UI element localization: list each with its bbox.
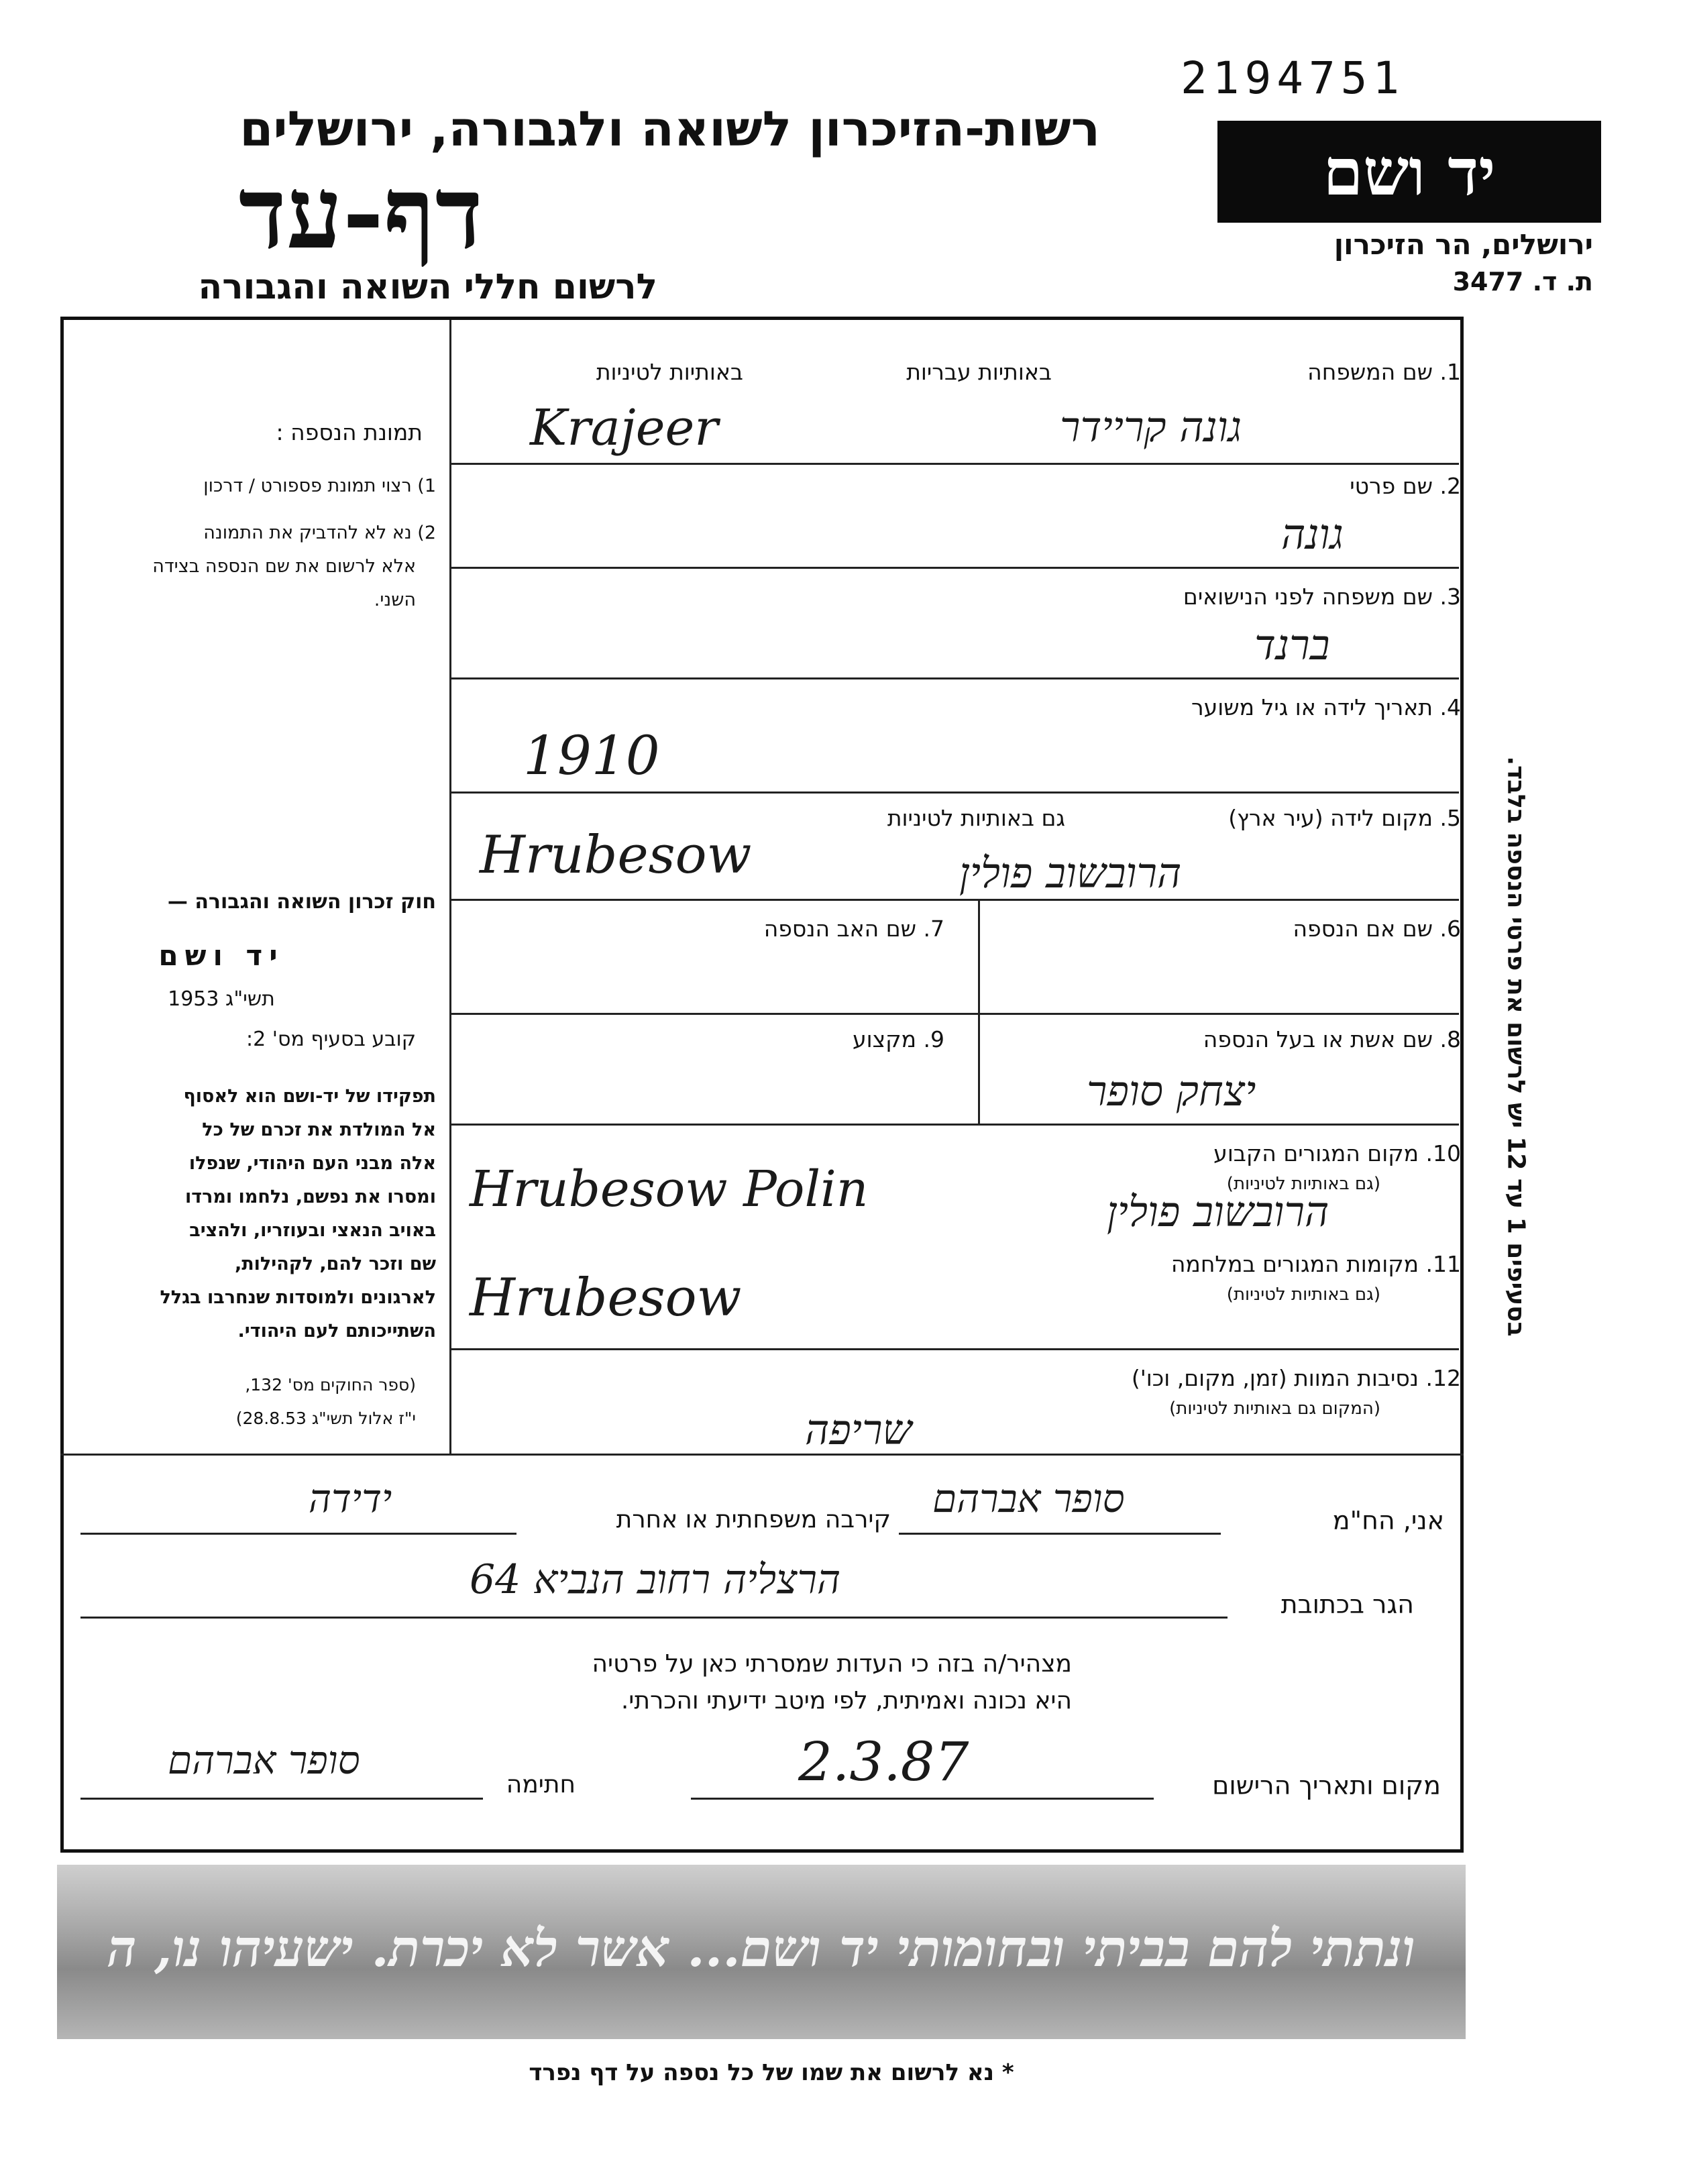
law-title: חוק זכרון השואה והגבורה — (167, 890, 436, 914)
law-text-line-1: תפקידו של יד-ושם הוא לאסוף (183, 1086, 436, 1107)
footnote: * נא לרשום את שמו של כל נספה על דף נפרד (529, 2059, 1014, 2086)
logo-address: ירושלים, הר הזיכרון (1333, 228, 1593, 261)
law-name: יד ושם (158, 939, 284, 972)
field-12-label: 12. נסיבות המוות (זמן, מקום, וכו') (1131, 1365, 1461, 1391)
field-4-value[interactable]: 1910 (523, 724, 660, 787)
declarant-name-value[interactable]: סופר אברהם (932, 1476, 1125, 1521)
authority-name: רשות-הזיכרון לשואה ולגבורה, ירושלים (239, 101, 1100, 157)
law-date: י"ז אלול תשי"ג 28.8.53) (235, 1409, 416, 1428)
field-8-value[interactable]: יצחק סופר (1087, 1067, 1256, 1115)
side-instruction (1476, 711, 1556, 1382)
declaration-divider (60, 1454, 1464, 1456)
statement-line-1: מצהיר/ה בזה כי העדות שמסרתי כאן על פרטיה (592, 1650, 1072, 1678)
yad-vashem-logo (1217, 121, 1601, 223)
signature-value[interactable]: סופר אברהם (168, 1737, 360, 1783)
field-2-value[interactable]: גונה (1281, 510, 1344, 559)
relation-line (80, 1533, 516, 1535)
row-divider (449, 567, 1459, 569)
field-5-label: 5. מקום לידה (עיר ארץ) (1228, 805, 1461, 831)
row-divider (449, 899, 1459, 901)
field-11-label: 11. מקומות המגורים במלחמה (1170, 1251, 1461, 1277)
field-11-note: (גם באותיות לטיניות) (1226, 1285, 1380, 1305)
place-date-label: מקום ותאריך הרישום (1212, 1771, 1441, 1800)
logo-text: יד ושם (1323, 133, 1496, 210)
field-12-value[interactable]: שריפה (805, 1405, 912, 1454)
photo-note-2-line-3: השני. (374, 590, 416, 610)
field-10-note: (גם באותיות לטיניות) (1226, 1174, 1380, 1194)
field-1-latin-value[interactable]: Krajeer (530, 399, 718, 457)
field-1-hebrew-value[interactable]: גונה קריידר (1060, 402, 1242, 451)
banner-quote: ונתתי להם בביתי ובחומותי יד ושם... אשר לא יכרת. ישעיהו נו, ה (107, 1918, 1416, 1978)
field-2-label: 2. שם פרטי (1350, 473, 1461, 499)
row-divider (449, 1124, 1459, 1126)
law-year: תשי"ג 1953 (168, 987, 275, 1011)
field-1-latin-header: באותיות לטיניות (596, 359, 743, 385)
field-5-latin-header: גם באותיות לטיניות (887, 805, 1065, 831)
field-6-label: 6. שם אם הנספה (1293, 916, 1461, 942)
declarant-line (899, 1533, 1221, 1535)
statement-line-2: היא נכונה ואמיתית, לפי מיטב ידיעתי והכרתי. (620, 1687, 1072, 1714)
cell-divider (978, 899, 980, 1013)
field-3-value[interactable]: ברנד (1254, 620, 1330, 669)
photo-note-2-line-1: 2) נא לא להדביק את התמונה (203, 523, 436, 543)
logo-po-box: ת. ד. 3477 (1452, 267, 1593, 296)
law-text-line-6: שם וזכר להם, לקהילות, (234, 1254, 436, 1274)
law-text-line-2: אל המולדת את זכרם של כל (202, 1120, 436, 1140)
photo-note-1: 1) רצוי תמונת פספורט / דרכון (203, 476, 436, 496)
column-divider (449, 320, 451, 1454)
relation-label: קירבה משפחתית או אחרת (616, 1506, 891, 1533)
law-text-line-4: ומסרו את נפשם, נלחמו ומרדו (184, 1187, 436, 1207)
field-12-note: (המקום גם באותיות לטיניות) (1169, 1399, 1380, 1419)
field-7-label: 7. שם האב הנספה (763, 916, 944, 942)
law-text-line-7: לארגונים ולמוסדות שנחרבו בגלל (160, 1287, 436, 1308)
form-title: דף-עד (238, 154, 483, 271)
quote-banner (57, 1865, 1466, 2039)
side-instruction-text: בסעיפים 1 עד 12 יש לרשום את פרטי הנספה בלבד. (1502, 756, 1530, 1337)
field-5-latin-value[interactable]: Hrubesow (480, 825, 752, 885)
photo-note-2-line-2: אלא לרשום את שם הנספה בצידה (152, 556, 416, 577)
field-3-label: 3. שם משפחה לפני הנישואים (1183, 584, 1461, 610)
field-8-label: 8. שם אשת או בעל הנספה (1203, 1026, 1461, 1052)
field-9-label: 9. מקצוע (852, 1026, 944, 1052)
row-divider (449, 1348, 1459, 1350)
cell-divider (978, 1013, 980, 1124)
address-value[interactable]: הרצליה רחוב הנביא 64 (470, 1556, 841, 1603)
field-5-hebrew-value[interactable]: הרובשוב פולין (959, 849, 1182, 897)
law-text-line-3: אלה מבני העם היהודי, שנפלו (188, 1153, 436, 1174)
field-1-hebrew-header: באותיות עבריות (906, 359, 1052, 385)
address-line (80, 1617, 1228, 1619)
place-date-line (691, 1798, 1154, 1800)
registration-date-value[interactable]: 2.3.87 (798, 1731, 969, 1793)
photo-title: תמונת הנספה : (276, 419, 423, 445)
field-11-value[interactable]: Hrubesow (470, 1268, 742, 1328)
signature-label: חתימה (506, 1771, 576, 1798)
field-1-label: 1. שם המשפחה (1307, 359, 1461, 385)
relation-value[interactable]: ידידה (309, 1476, 392, 1521)
field-4-label: 4. תאריך לידה או גיל משוער (1191, 694, 1461, 720)
field-10-hebrew-value[interactable]: הרובשוב פולין (1107, 1187, 1329, 1236)
law-source: (ספר החוקים מס' 132, (245, 1375, 416, 1395)
signature-line (80, 1798, 483, 1800)
form-subtitle: לרשום חללי השואה והגבורה (198, 267, 657, 307)
law-section: קובע בסעיף מס' 2: (246, 1028, 416, 1051)
document-number: 2194751 (1181, 52, 1405, 104)
row-divider (449, 791, 1459, 794)
address-label: הגר בכתובת (1281, 1590, 1414, 1619)
declarant-label: אני, הח"מ (1332, 1506, 1444, 1535)
field-10-label: 10. מקום המגורים הקבוע (1213, 1140, 1461, 1166)
field-10-latin-value[interactable]: Hrubesow Polin (470, 1160, 869, 1218)
row-divider (449, 1013, 1459, 1015)
law-text-line-8: השתייכותם לעם היהודי. (237, 1321, 436, 1342)
row-divider (449, 677, 1459, 679)
law-text-line-5: באויב הנאצי ובעוזריו, ולהציב (189, 1220, 436, 1241)
row-divider (449, 463, 1459, 465)
